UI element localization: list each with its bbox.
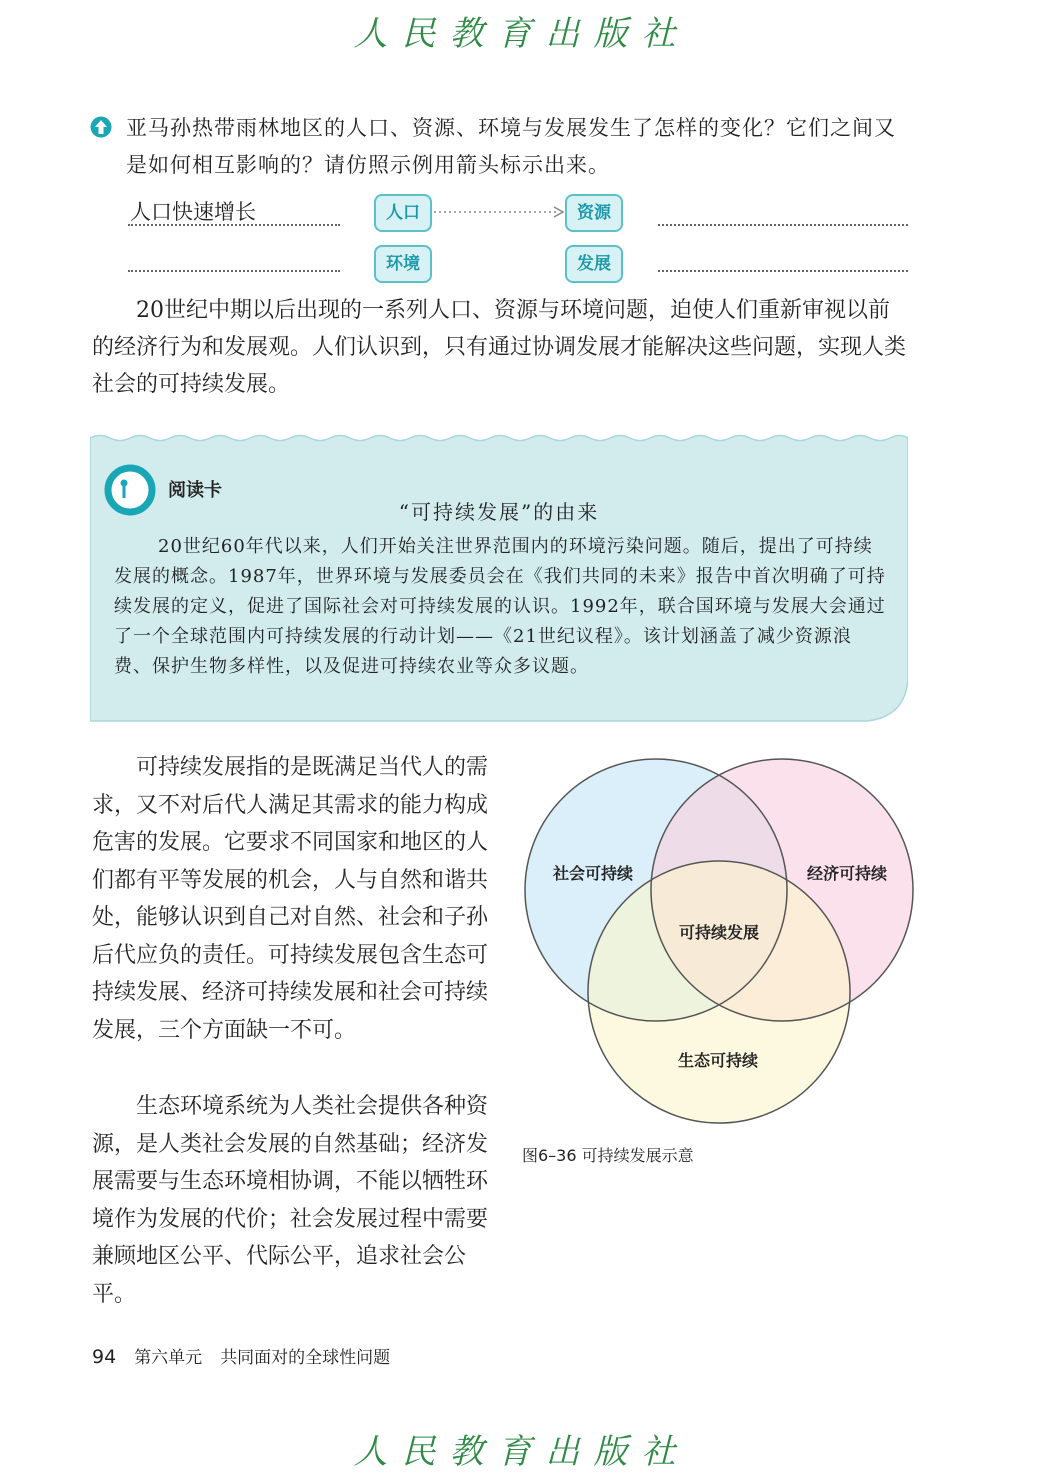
unit-title: 共同面对的全球性问题 xyxy=(220,1348,391,1368)
page-footer xyxy=(92,1343,390,1368)
venn-label-social: 社会可持续 xyxy=(552,864,634,883)
venn-circle-ecological xyxy=(588,861,850,1123)
main-paragraph: 20世纪中期以后出现的一系列人口、资源与环境问题，迫使人们重新审视以前的经济行为和发展观。人们认识到，只有通过协调发展才能解决这些问题，实现人类社会的可持续发展。 xyxy=(92,298,907,397)
answer-line-2[interactable] xyxy=(128,270,340,272)
example-answer-text: 人口快速增长 xyxy=(130,200,256,224)
example-arrow xyxy=(432,204,566,220)
question-arrow-icon xyxy=(90,116,112,138)
ecosystem-paragraph: 生态环境系统为人类社会提供各种资源，是人类社会发展的自然基础；经济发展需要与生态环境相协调，不能以牺牲环境作为发展的代价；社会发展过程中需要兼顾地区公平、代际公平，追求社会公平。 xyxy=(92,1094,489,1307)
answer-line-1[interactable] xyxy=(128,224,340,226)
question-text: 亚马孙热带雨林地区的人口、资源、环境与发展发生了怎样的变化？它们之间又是如何相互影响的？请仿照示例用箭头标示出来。 xyxy=(126,116,896,177)
tag-environment: 环境 xyxy=(374,245,432,283)
venn-label-economic: 经济可持续 xyxy=(806,864,888,883)
reading-card-title: “可持续发展”的由来 xyxy=(398,500,600,524)
figure-caption: 图6–36 可持续发展示意 xyxy=(522,1146,694,1165)
answer-line-3[interactable] xyxy=(658,224,908,226)
answer-line-4[interactable] xyxy=(658,270,908,272)
venn-label-center: 可持续发展 xyxy=(678,923,760,942)
sustainable-definition-paragraph: 可持续发展指的是既满足当代人的需求，又不对后代人满足其需求的能力构成危害的发展。它要求不同国家和地区的人们都有平等发展的机会，人与自然和谐共处，能够认识到自己对自然、社会和子孙后代应负的责任。可持续发展包含生态可持续发展、经济可持续发展和社会可持续发展，三个方面缺一不可。 xyxy=(92,755,489,1043)
tag-population: 人口 xyxy=(374,194,432,232)
venn-diagram xyxy=(518,752,918,1132)
venn-label-ecological: 生态可持续 xyxy=(677,1051,759,1070)
page-number: 94 xyxy=(92,1346,117,1368)
reading-card-label: 阅读卡 xyxy=(168,480,222,501)
tag-development: 发展 xyxy=(565,245,623,283)
publisher-watermark-top: 人民教育出版社 xyxy=(353,14,690,54)
publisher-watermark-bottom: 人民教育出版社 xyxy=(353,1432,690,1472)
tag-resources: 资源 xyxy=(565,194,623,232)
unit-name: 第六单元 xyxy=(134,1348,203,1368)
reading-card-body: 20世纪60年代以来，人们开始关注世界范围内的环境污染问题。随后，提出了可持续发展的概念。1987年，世界环境与发展委员会在《我们共同的未来》报告中首次明确了可持续发展的定义，促进了国际社会对可持续发展的认识。1992年，联合国环境与发展大会通过了一个全球范围内可持续发展的行动计划——《21世纪议程》。该计划涵盖了减少资源浪费、保护生物多样性，以及促进可持续农业等众多议题。 xyxy=(114,536,886,677)
